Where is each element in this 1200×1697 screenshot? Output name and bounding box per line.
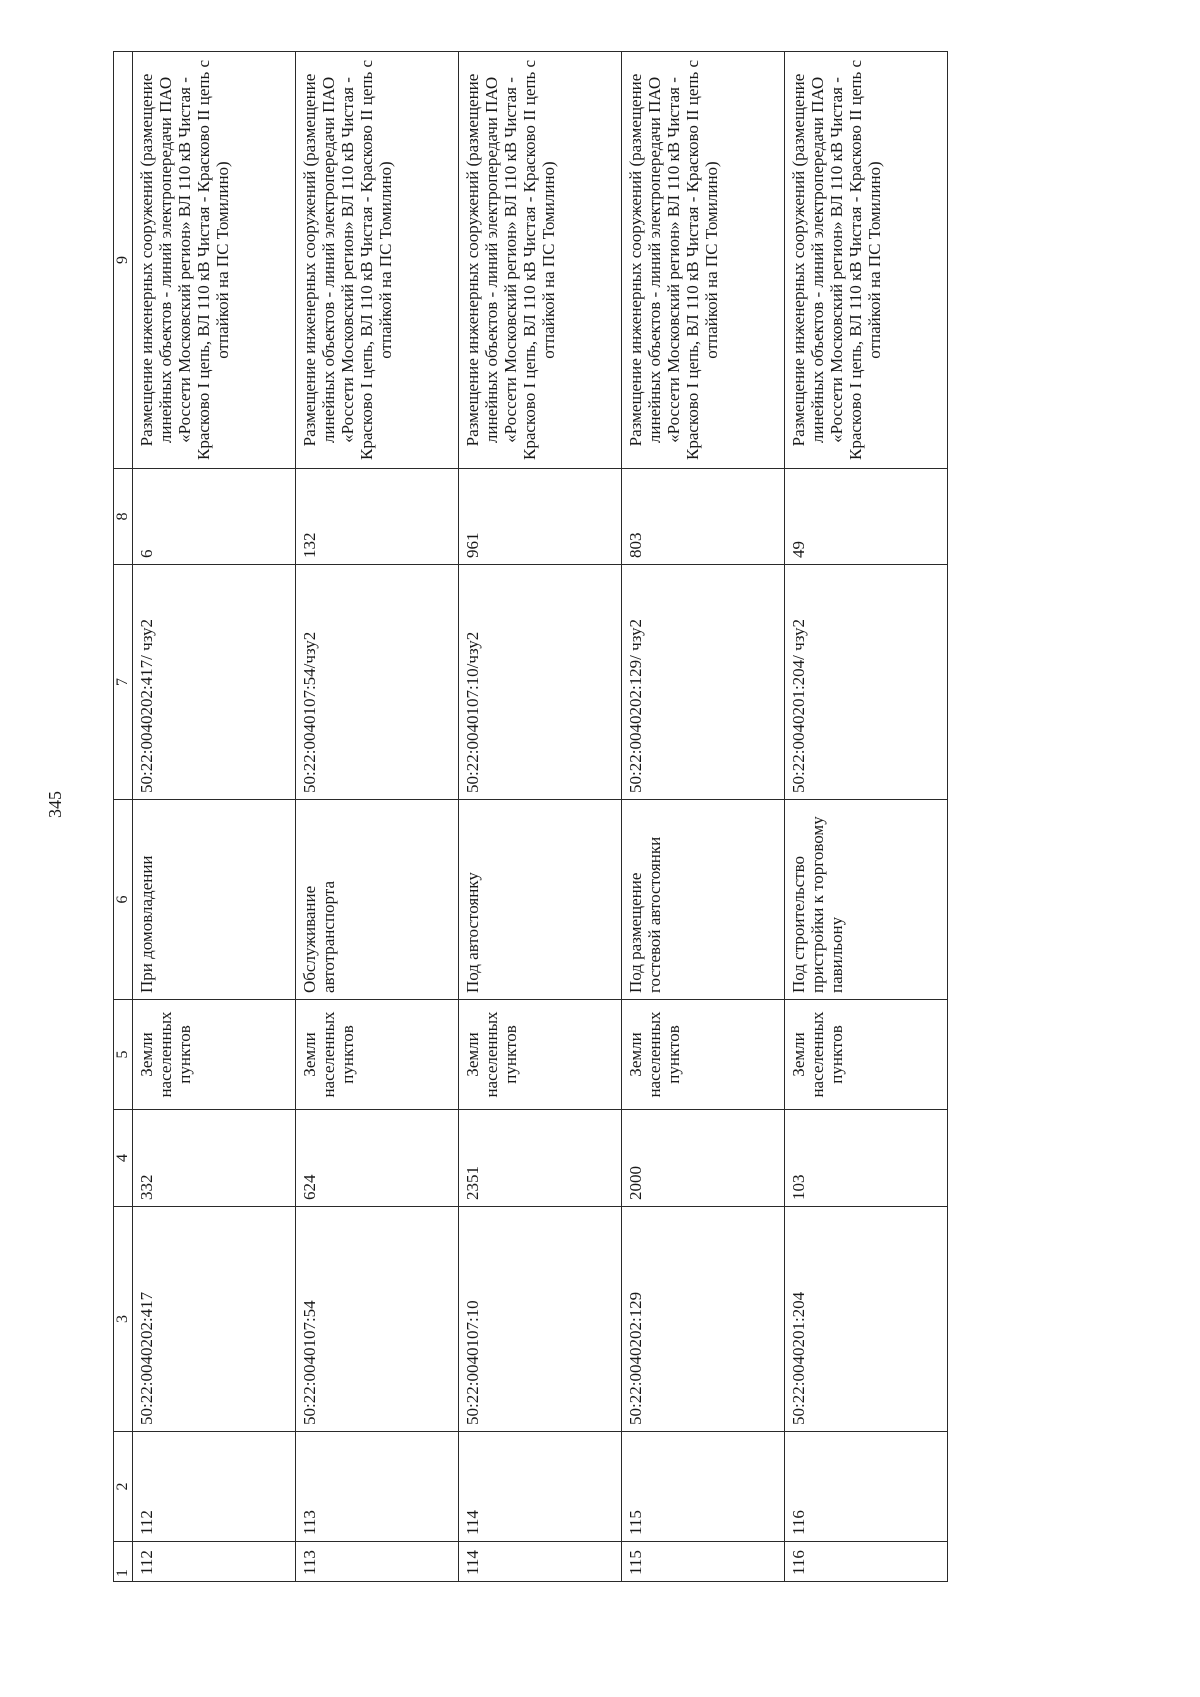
row-number-cell: 115	[622, 1542, 785, 1582]
purpose-cell: Размещение инженерных сооружений (размещение линейных объектов - линий электропередачи ПАО «Россети Московский регион» ВЛ 110 кВ Чистая - Красково I цепь, ВЛ 110 кВ Чистая - Красково II цепь с отпайкой на ПС Томилино)	[459, 52, 622, 469]
column-header: 7	[114, 565, 133, 800]
area-cell: 103	[785, 1110, 948, 1207]
part-area-cell: 132	[296, 469, 459, 565]
permitted-use-cell: Под размещение гостевой автостоянки	[622, 800, 785, 1000]
part-number-cell: 50:22:0040107:10/чзу2	[459, 565, 622, 800]
part-area-cell: 961	[459, 469, 622, 565]
part-area-cell: 49	[785, 469, 948, 565]
permitted-use-cell: Под автостоянку	[459, 800, 622, 1000]
land-category-cell: Земли населенных пунктов	[622, 1000, 785, 1110]
part-number-cell: 50:22:0040202:129/ чзу2	[622, 565, 785, 800]
column-header: 5	[114, 1000, 133, 1110]
row-number-cell: 114	[459, 1542, 622, 1582]
row-number-cell: 113	[296, 1542, 459, 1582]
plot-number-cell: 116	[785, 1432, 948, 1542]
rotated-table-wrapper	[113, 52, 948, 1582]
column-header: 4	[114, 1110, 133, 1207]
cadastral-number-cell: 50:22:0040202:417	[133, 1207, 296, 1432]
purpose-cell: Размещение инженерных сооружений (размещение линейных объектов - линий электропередачи ПАО «Россети Московский регион» ВЛ 110 кВ Чистая - Красково I цепь, ВЛ 110 кВ Чистая - Красково II цепь с отпайкой на ПС Томилино)	[296, 52, 459, 469]
part-number-cell: 50:22:0040107:54/чзу2	[296, 565, 459, 800]
column-header: 2	[114, 1432, 133, 1542]
table-row	[296, 52, 459, 1582]
row-number-cell: 112	[133, 1542, 296, 1582]
plot-number-cell: 112	[133, 1432, 296, 1542]
land-category-cell: Земли населенных пунктов	[296, 1000, 459, 1110]
part-number-cell: 50:22:0040201:204/ чзу2	[785, 565, 948, 800]
purpose-cell: Размещение инженерных сооружений (размещение линейных объектов - линий электропередачи ПАО «Россети Московский регион» ВЛ 110 кВ Чистая - Красково I цепь, ВЛ 110 кВ Чистая - Красково II цепь с отпайкой на ПС Томилино)	[622, 52, 785, 469]
table-row	[785, 52, 948, 1582]
cadastral-number-cell: 50:22:0040107:10	[459, 1207, 622, 1432]
permitted-use-cell: Под строительство пристройки к торговому павильону	[785, 800, 948, 1000]
plot-number-cell: 115	[622, 1432, 785, 1542]
plot-number-cell: 113	[296, 1432, 459, 1542]
cadastral-number-cell: 50:22:0040201:204	[785, 1207, 948, 1432]
row-number-cell: 116	[785, 1542, 948, 1582]
plot-number-cell: 114	[459, 1432, 622, 1542]
column-header: 1	[114, 1542, 133, 1582]
table-row	[133, 52, 296, 1582]
area-cell: 2000	[622, 1110, 785, 1207]
column-header: 9	[114, 52, 133, 469]
area-cell: 332	[133, 1110, 296, 1207]
page-number: 345	[45, 791, 65, 818]
purpose-cell: Размещение инженерных сооружений (размещение линейных объектов - линий электропередачи ПАО «Россети Московский регион» ВЛ 110 кВ Чистая - Красково I цепь, ВЛ 110 кВ Чистая - Красково II цепь с отпайкой на ПС Томилино)	[133, 52, 296, 469]
part-area-cell: 6	[133, 469, 296, 565]
purpose-cell: Размещение инженерных сооружений (размещение линейных объектов - линий электропередачи ПАО «Россети Московский регион» ВЛ 110 кВ Чистая - Красково I цепь, ВЛ 110 кВ Чистая - Красково II цепь с отпайкой на ПС Томилино)	[785, 52, 948, 469]
part-number-cell: 50:22:0040202:417/ чзу2	[133, 565, 296, 800]
permitted-use-cell: Обслуживание автотранспорта	[296, 800, 459, 1000]
table-row	[459, 52, 622, 1582]
land-category-cell: Земли населенных пунктов	[785, 1000, 948, 1110]
part-area-cell: 803	[622, 469, 785, 565]
column-header: 3	[114, 1207, 133, 1432]
column-header: 6	[114, 800, 133, 1000]
area-cell: 2351	[459, 1110, 622, 1207]
column-header: 8	[114, 469, 133, 565]
table-row	[622, 52, 785, 1582]
land-plots-table	[113, 51, 948, 1582]
table-header-row	[114, 52, 133, 1582]
permitted-use-cell: При домовладении	[133, 800, 296, 1000]
land-category-cell: Земли населенных пунктов	[459, 1000, 622, 1110]
land-category-cell: Земли населенных пунктов	[133, 1000, 296, 1110]
cadastral-number-cell: 50:22:0040107:54	[296, 1207, 459, 1432]
area-cell: 624	[296, 1110, 459, 1207]
cadastral-number-cell: 50:22:0040202:129	[622, 1207, 785, 1432]
